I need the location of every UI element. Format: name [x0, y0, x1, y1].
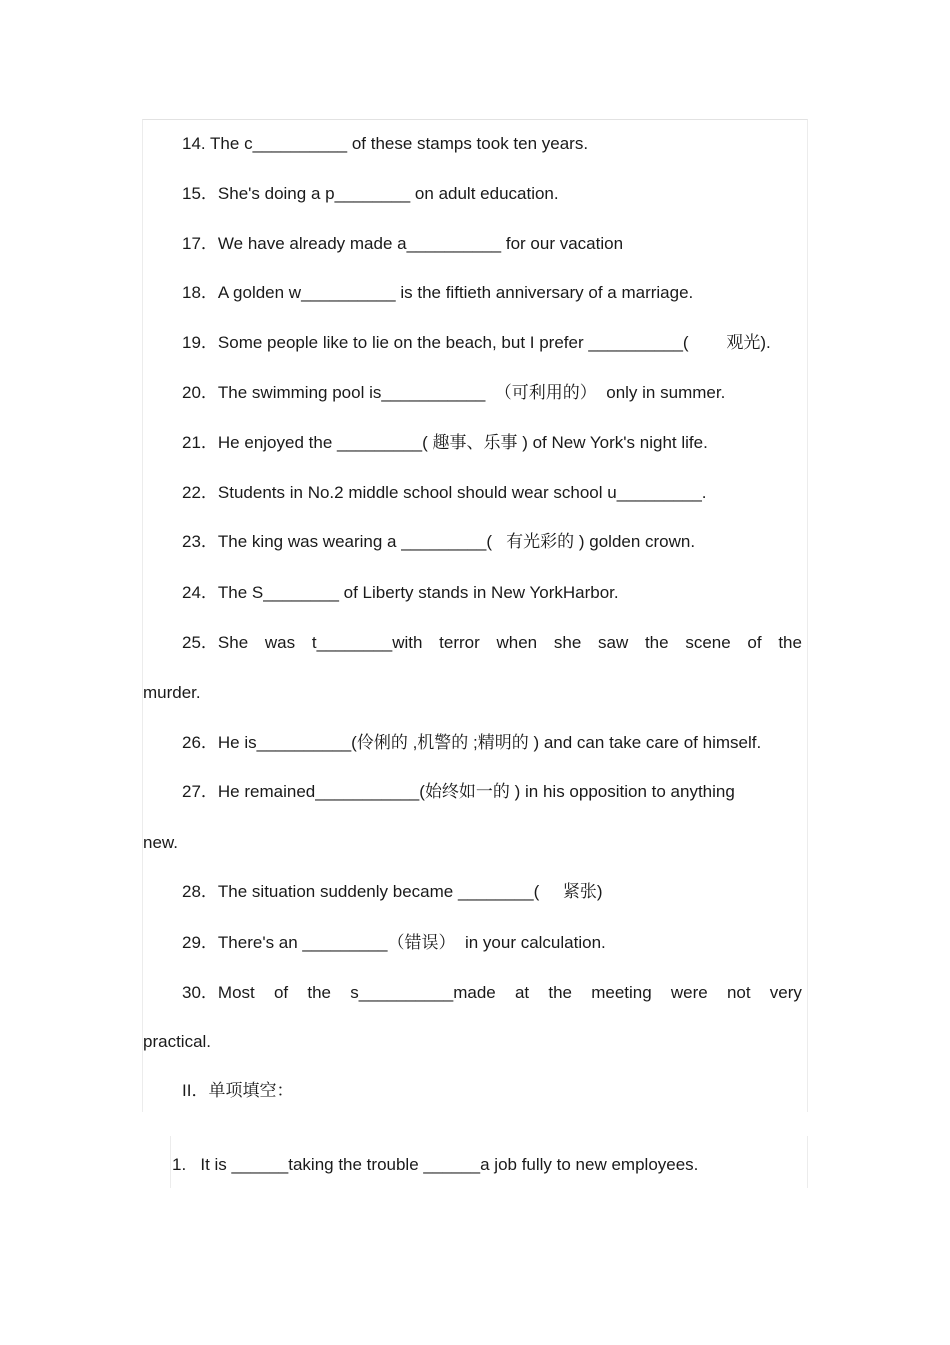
item-30-word: meeting — [591, 983, 652, 1002]
item-30-word: were — [670, 983, 708, 1002]
item-20: 20．The swimming pool is___________ （可利用的） only in summer. — [182, 383, 726, 402]
item-23: 23．The king was wearing a _________( 有光彩的 ) golden crown. — [182, 532, 696, 551]
item-30-word: at — [514, 983, 530, 1002]
item-28: 28．The situation suddenly became ________( 紧张) — [182, 882, 603, 901]
item-30-continued: practical. — [143, 1032, 212, 1051]
item-30-word: not — [726, 983, 751, 1002]
item-30-word: the — [307, 983, 331, 1002]
item-25-word: the — [644, 633, 669, 652]
item-17: 17．We have already made a__________ for our vacation — [182, 234, 624, 253]
item-25-word: terror — [439, 633, 480, 652]
item-30-word: s__________made — [350, 983, 496, 1002]
item-24: 24．The S________ of Liberty stands in New YorkHarbor. — [182, 583, 619, 602]
item-25-word: was — [264, 633, 296, 652]
item-27-continued: new. — [143, 833, 178, 852]
item-22: 22．Students in No.2 middle school should wear school u_________. — [182, 483, 707, 502]
item-30-word: very — [769, 983, 802, 1002]
item-30-word: 30．Most — [182, 983, 255, 1002]
item-27: 27．He remained___________(始终如一的 ) in his opposition to anything — [182, 782, 735, 801]
item-25-word: she — [553, 633, 582, 652]
item-18: 18．A golden w__________ is the fiftieth anniversary of a marriage. — [182, 283, 694, 302]
question-1: 1. It is ______taking the trouble ______a job fully to new employees. — [172, 1155, 699, 1174]
item-25-continued: murder. — [143, 683, 201, 702]
item-14: 14. The c__________ of these stamps took ten years. — [182, 134, 589, 153]
item-25-word: when — [496, 633, 538, 652]
item-21: 21．He enjoyed the _________( 趣事、乐事 ) of New York's night life. — [182, 433, 708, 452]
item-25 — [182, 633, 802, 653]
page-frame — [142, 119, 808, 1112]
item-30-word: of — [273, 983, 289, 1002]
item-25-word: the — [778, 633, 802, 652]
item-25-word: scene — [685, 633, 731, 652]
item-15: 15．She's doing a p________ on adult education. — [182, 184, 559, 203]
section-heading: II．单项填空： — [182, 1081, 294, 1100]
item-25-word: of — [747, 633, 762, 652]
item-30-word: the — [548, 983, 572, 1002]
item-25-word: t________with — [311, 633, 423, 652]
item-26: 26．He is__________(伶俐的 ,机警的 ;精明的 ) and can take care of himself. — [182, 733, 762, 752]
item-29: 29．There's an _________（错误） in your calculation. — [182, 933, 606, 952]
item-25-word: saw — [598, 633, 629, 652]
item-19: 19．Some people like to lie on the beach, but I prefer __________( 观光). — [182, 333, 771, 352]
item-25-word: 25．She — [182, 633, 249, 652]
item-30 — [182, 983, 802, 1003]
